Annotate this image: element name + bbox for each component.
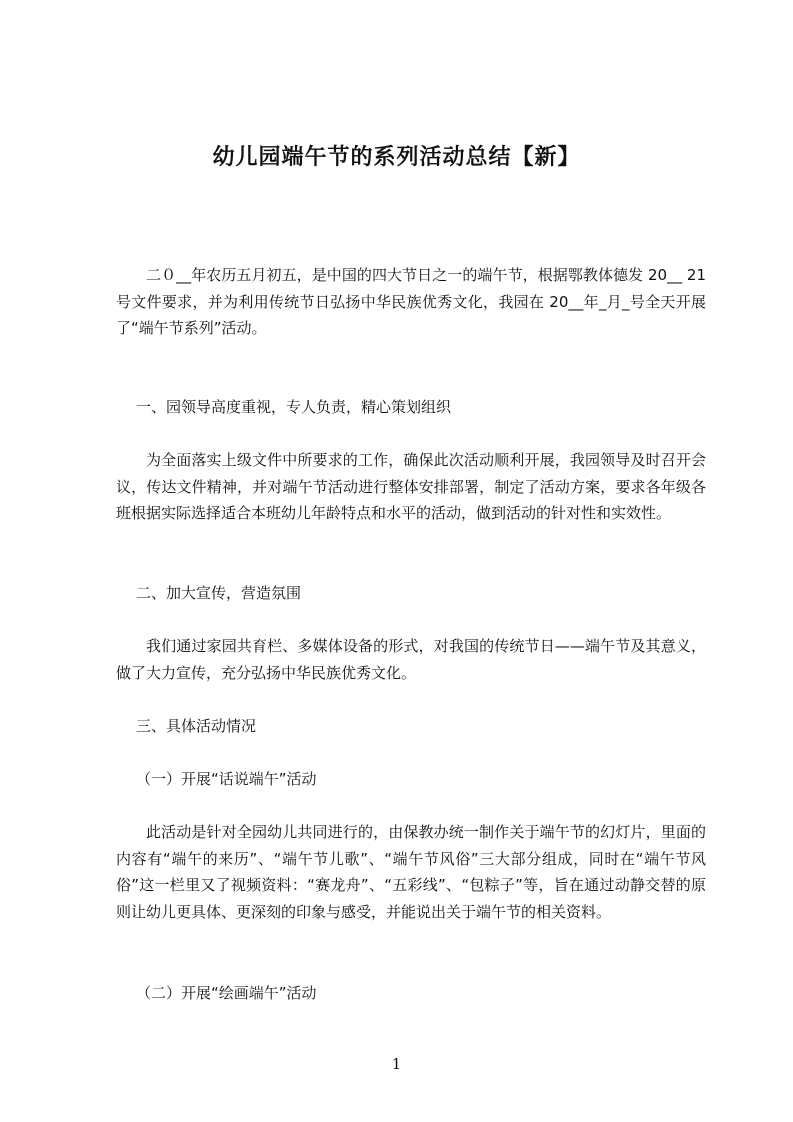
section-3-heading: 三、具体活动情况 bbox=[136, 717, 257, 735]
document-title: 幼儿园端午节的系列活动总结【新】 bbox=[212, 145, 581, 170]
section-2-heading: 二、加大宣传，营造氛围 bbox=[136, 584, 302, 602]
subsection-2-heading: （二）开展“绘画端午”活动 bbox=[136, 984, 317, 1002]
subsection-1-paragraph: 此活动是针对全园幼儿共同进行的，由保教办统一制作关于端午节的幻灯片，里面的内容有“端午的来历”、“端午节儿歌”、“端午节风俗”三大部分组成，同时在“端午节风俗”这一栏里又了视频资料：“赛龙舟”、“五彩线”、“包粽子”等，旨在通过动静交替的原则让幼儿更具体、更深刻的印象与感受，并能说出关于端午节的相关资料。 bbox=[116, 823, 706, 921]
subsection-1-heading: （一）开展“话说端午”活动 bbox=[136, 770, 317, 788]
section-2-paragraph: 我们通过家园共育栏、多媒体设备的形式，对我国的传统节日——端午节及其意义，做了大力宣传，充分弘扬中华民族优秀文化。 bbox=[116, 637, 706, 682]
section-1-paragraph: 为全面落实上级文件中所要求的工作，确保此次活动顺利开展，我园领导及时召开会议，传达文件精神，并对端午节活动进行整体安排部署，制定了活动方案，要求各年级各班根据实际选择适合本班幼儿年龄特点和水平的活动，做到活动的针对性和实效性。 bbox=[116, 451, 706, 522]
section-1-heading: 一、园领导高度重视，专人负责，精心策划组织 bbox=[136, 398, 452, 416]
intro-paragraph: 二０__年农历五月初五，是中国的四大节日之一的端午节，根据鄂教体德发 20__ 21 号文件要求，并为利用传统节日弘扬中华民族优秀文化，我园在 20__年_月_号全天开展了“端午节系列”活动。 bbox=[116, 266, 706, 337]
page-number: 1 bbox=[391, 1055, 402, 1073]
